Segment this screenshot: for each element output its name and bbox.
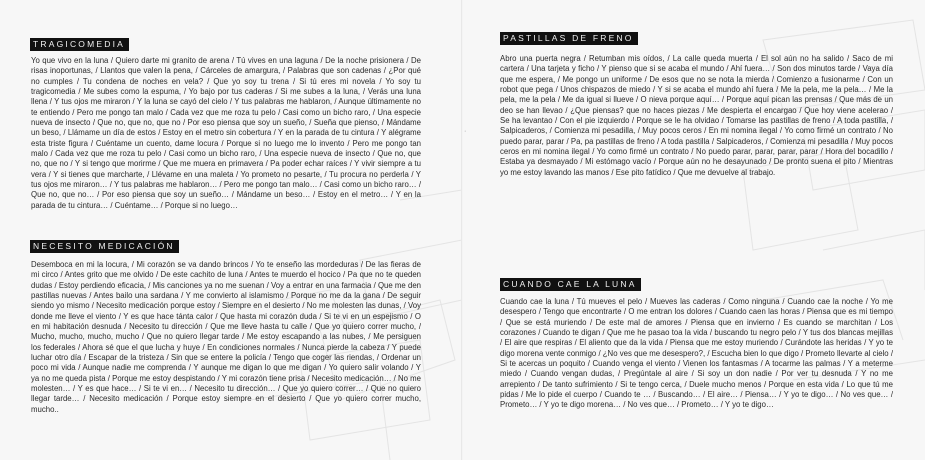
margin-mark: · <box>464 128 467 135</box>
song-title-cuando-cae-la-luna: CUANDO CAE LA LUNA <box>500 278 641 291</box>
right-page <box>463 0 925 460</box>
song-title-pastillas-de-freno: PASTILLAS DE FRENO <box>500 32 638 45</box>
left-page <box>0 0 462 460</box>
lyrics-cuando-cae-la-luna: Cuando cae la luna / Tú mueves el pelo / Mueves las caderas / Como ninguna / Cuando cae la noche / Yo me desespero / Tengo que encontrarte / O me entran los dolores / Cuando caen las horas / Piensa que es mi tiempo / Que se está muriendo / De este mal de amores / Piensa que en invierno / Es cuando se marchitan / Los corazones / Cuando te digan / Que me he pasao toa la vida / buscando tu negro pelo / Y tus dos blancas mejillas / El aire que respiras / El aliento que da la vida / Piensa que me estoy muriendo / Curándote las heridas / Y yo te digo morena vente conmigo / ¿No ves que me desespero?, / Escucha bien lo que digo / Prometo llevarte al cielo / Si te acercas un poquito / Cuando venga el viento / Vienen los fantasmas / A tocarme las palmas / Y a meterme miedo / Cuando vengan dudas, / Pregúntale al aire / Si soy un don nadie / Por ver tu desnuda / Y no me arrepiento / De tanto sufrimiento / Si te tengo cerca, / Duele mucho menos / Porque en esta vida / Lo que tú me pidas / Me lo pide el cuerpo / Cuando te … / Buscando… / El aire… / Piensa… / Y yo te digo… / No ves que… / Prometo… / Y yo te digo morena… / No ves que… / Prometo… / Y yo te digo… <box>500 297 893 410</box>
song-title-tragicomedia: TRAGICOMEDIA <box>30 38 129 51</box>
song-title-necesito-medicacion: NECESITO MEDICACIÓN <box>30 240 179 253</box>
lyrics-pastillas-de-freno: Abro una puerta negra / Retumban mis oídos, / La calle queda muerta / El sol aún no ha salido / Saco de mi cartera / Una tarjeta y ficho / Y pienso que si se acaba el mundo / Ahí fuera… / Son dos minutos tarde / Vaya día que me espera, / Me pongo un uniforme / De esos que no se nota la mierda / Comienzo a fusionarme / Con un robot que pega / Unos chispazos de miedo / Y si se acaba el mundo ahí fuera / Me la pela, me la pela… / Me la pela, me la pela / Me da igual si llueve / O nieva porque aquí… / Porque aquí pican las prensas / Que más de un deo se han llevao / ¿Que piensas? que no haces piezas / Me despierta el encargao / Que hoy viene acelerao / Se ha levantao / Con el pie izquierdo / Porque se le ha olvidao / Tomarse las pastillas de freno / A toda pastilla, / Salpicaderos, / Comienza mi pesadilla, / Muy pocos ceros / En mi nomina ilegal / Yo como firmé un contrato / No puedo parar, parar / Pa, pa pastillas de freno / A toda pastilla / Salpicaderos, / Comienza mi pesadilla / Muy pocos ceros en mi nomina ilegal / Yo como firmé un contrato / No puedo parar, parar, parar, parar / Hora del bocadillo / Estaba ya desmayado / Mi estómago vacío / Porque aún no he desayunado / De pronto suena el pito / Mientras yo me estoy lavando las manos / Ese pito fatídico / Que me devuelve al trabajo. <box>500 54 893 177</box>
lyrics-necesito-medicacion: Desemboca en mi la locura, / Mi corazón se va dando brincos / Yo te enseño las mordeduras / De las fieras de mi circo / Antes grito que me olvido / De este cachito de luna / Antes te muerdo el hocico / Pa que no te queden dudas / Estoy perdiendo eficacia, / Mis canciones ya no me suenan / Voy a entrar en una farmacia / Que me den pastillas nuevas / Antes bailo una sardana / Y me convierto al islamismo / Porque no me da la gana / De seguir siendo yo mismo / Necesito medicación porque estoy / Siempre en el desierto / No me molesten las dunas, / Voy donde me lleve el viento / Y es que hace tánta calor / Que hasta mi corazón duda / Si te vi en un espejismo / O en mi habitación desnuda / Necesito tu dirección / Que me lleve hasta tu calle / Que yo quiero correr mucho, / Mucho, mucho, mucho, mucho / Que no quiero llegar tarde / Me estoy escapando a las nubes, / Me persiguen los federales / Ahora sé que el que lucha y huye / En condiciones normales / Nunca pierde la cabeza / Y puede luchar otro día / Escapar de la tristeza / Sin que se entere la policía / Tengo que coger las riendas, / Ordenar un poco mi vida / Aunque nadie me comprenda / Y aunque me digan lo que me digan / Yo quiero salir volando / Y ya no me queda pista / Porque me estoy despistando / Y mi corazón tiene prisa / Necesito medicación… / No me molesten… / Y es que hace… / Si te vi en… / Necesito tu dirección… / Que yo quiero correr… / Que no quiero llegar tarde… / Necesito medicación / Porque estoy siempre en el desierto / Que yo quiero correr mucho, mucho.. <box>31 260 421 414</box>
lyrics-tragicomedia: Yo que vivo en la luna / Quiero darte mi granito de arena / Tú vives en una laguna / De la noche prisionera / De risas inoportunas, / Llantos que valen la pena, / Cárceles de amargura, / Palabras que son cadenas / ¿Por qué no cumples / Tu condena de noches en vela? / Que yo soy tu trena / Si tú eres mi novela / Yo soy tu tragicomedia / Me subes como la espuma, / Yo bajo por tus caderas / Si me subes a la luna, / Verás una luna llena / Y tus ojos me miraron / Y la luna se cayó del cielo / Y tus palabras me hablaron, / Aunque últimamente no te entiendo / Pero me pongo tan malo / Cada vez que me roza tu pelo / Casi como un bicho raro, / Una especie nueva de insecto / Que no, que no, que no / Por eso piensa que soy un sueño, / Sueña que pienso, / Mándame un beso, / Llámame un día de estos / Estoy en el metro sin cobertura / Y en la parada de tu cintura / Y alégrame esta triste figura / Cuéntame un cuento, dame locura / Porque si no luego me lo invento / Pero me pongo tan malo / Cada vez que me roza tu pelo / Casi como un bicho raro, / Una especie nueva de insecto / Que no, que no, que no / Y si tengo que morirme / Que me muera en primavera / Pa poder echar raíces / Y vivir siempre a tu vera / Y si tienes que marcharte, / Llévame en una maleta / Yo prometo no pesarte, / Tu procura no perderla / Y tus ojos me miraron… / Y tus palabras me hablaron… / Pero me pongo tan malo… / Casi como un bicho raro… / Que no, que no… / Por eso piensa que soy un sueño… / Mándame un beso… / Estoy en el metro… / Y en la parada de tu cintura… / Cuéntame… / Porque si no luego… <box>31 56 421 210</box>
